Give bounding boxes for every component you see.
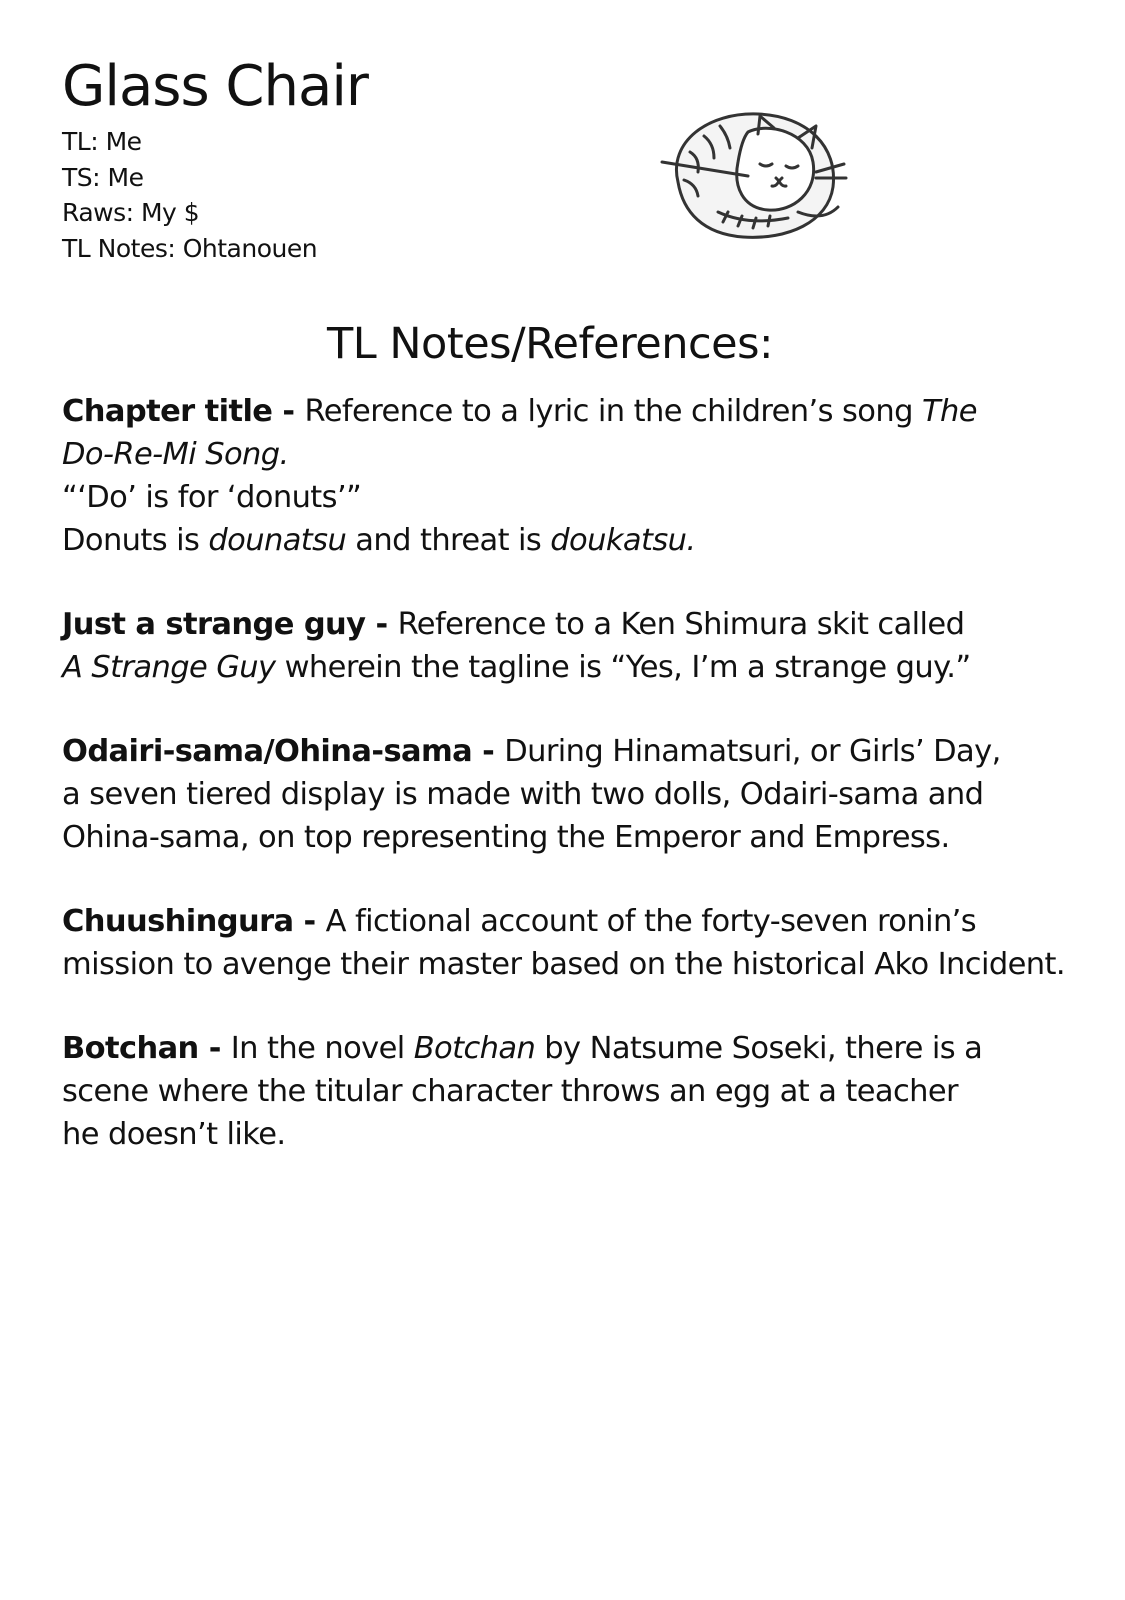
note-line bbox=[62, 1113, 1102, 1156]
note-text: Donuts is bbox=[62, 523, 209, 558]
note-text: he doesn’t like. bbox=[62, 1117, 286, 1152]
note-entry bbox=[62, 603, 1102, 689]
note-text: A fictional account of the forty-seven ronin’s bbox=[325, 904, 977, 939]
note-term: Chapter title bbox=[62, 394, 273, 429]
note-text: mission to avenge their master based on the historical Ako Incident. bbox=[62, 947, 1065, 982]
note-separator: - bbox=[472, 734, 505, 769]
note-text: “‘Do’ is for ‘donuts’” bbox=[62, 480, 362, 515]
note-line bbox=[62, 943, 1102, 986]
notes-list bbox=[62, 390, 1102, 1197]
note-text: by Natsume Soseki, there is a bbox=[535, 1031, 983, 1066]
page-title: Glass Chair bbox=[62, 54, 368, 119]
note-italic-text: doukatsu. bbox=[550, 523, 696, 558]
note-term: Odairi-sama/Ohina-sama bbox=[62, 734, 473, 769]
note-line bbox=[62, 773, 1102, 816]
note-italic-text: Botchan bbox=[413, 1031, 536, 1066]
note-line bbox=[62, 603, 1102, 646]
note-text: wherein the tagline is “Yes, I’m a strange guy.” bbox=[275, 650, 971, 685]
note-line bbox=[62, 390, 1102, 433]
note-line bbox=[62, 433, 1102, 476]
notes-heading: TL Notes/References: bbox=[327, 319, 773, 369]
note-text: In the novel bbox=[230, 1031, 414, 1066]
note-text: scene where the titular character throws an egg at a teacher bbox=[62, 1074, 958, 1109]
note-text: During Hinamatsuri, or Girls’ Day, bbox=[504, 734, 1001, 769]
note-separator: - bbox=[198, 1031, 231, 1066]
note-line bbox=[62, 900, 1102, 943]
note-line bbox=[62, 816, 1102, 859]
note-text: a seven tiered display is made with two dolls, Odairi-sama and bbox=[62, 777, 984, 812]
note-separator: - bbox=[365, 607, 398, 642]
note-separator: - bbox=[272, 394, 305, 429]
note-text: Ohina-sama, on top representing the Emperor and Empress. bbox=[62, 820, 950, 855]
note-italic-text: The bbox=[921, 394, 977, 429]
note-italic-text: A Strange Guy bbox=[62, 650, 276, 685]
note-line bbox=[62, 646, 1102, 689]
note-line bbox=[62, 519, 1102, 562]
note-line bbox=[62, 730, 1102, 773]
note-separator: - bbox=[293, 904, 326, 939]
note-entry bbox=[62, 1027, 1102, 1156]
note-term: Just a strange guy bbox=[62, 607, 366, 642]
note-term: Chuushingura bbox=[62, 904, 294, 939]
note-entry bbox=[62, 900, 1102, 986]
note-term: Botchan bbox=[62, 1031, 199, 1066]
header bbox=[62, 52, 622, 266]
credit-tl-notes: TL Notes: Ohtanouen bbox=[62, 233, 318, 263]
sleeping-cat-icon bbox=[648, 92, 868, 252]
note-italic-text: dounatsu bbox=[208, 523, 347, 558]
note-text: Reference to a lyric in the children’s song bbox=[304, 394, 922, 429]
note-italic-text: Do-Re-Mi Song. bbox=[62, 437, 289, 472]
credit-raws: Raws: My $ bbox=[62, 198, 200, 227]
credit-ts: TS: Me bbox=[62, 162, 144, 192]
note-line bbox=[62, 1070, 1102, 1113]
note-entry bbox=[62, 730, 1102, 859]
note-entry bbox=[62, 390, 1102, 562]
note-text: and threat is bbox=[346, 523, 551, 558]
note-line bbox=[62, 476, 1102, 519]
note-line bbox=[62, 1027, 1102, 1070]
credit-tl: TL: Me bbox=[62, 127, 142, 156]
note-text: Reference to a Ken Shimura skit called bbox=[397, 607, 965, 642]
